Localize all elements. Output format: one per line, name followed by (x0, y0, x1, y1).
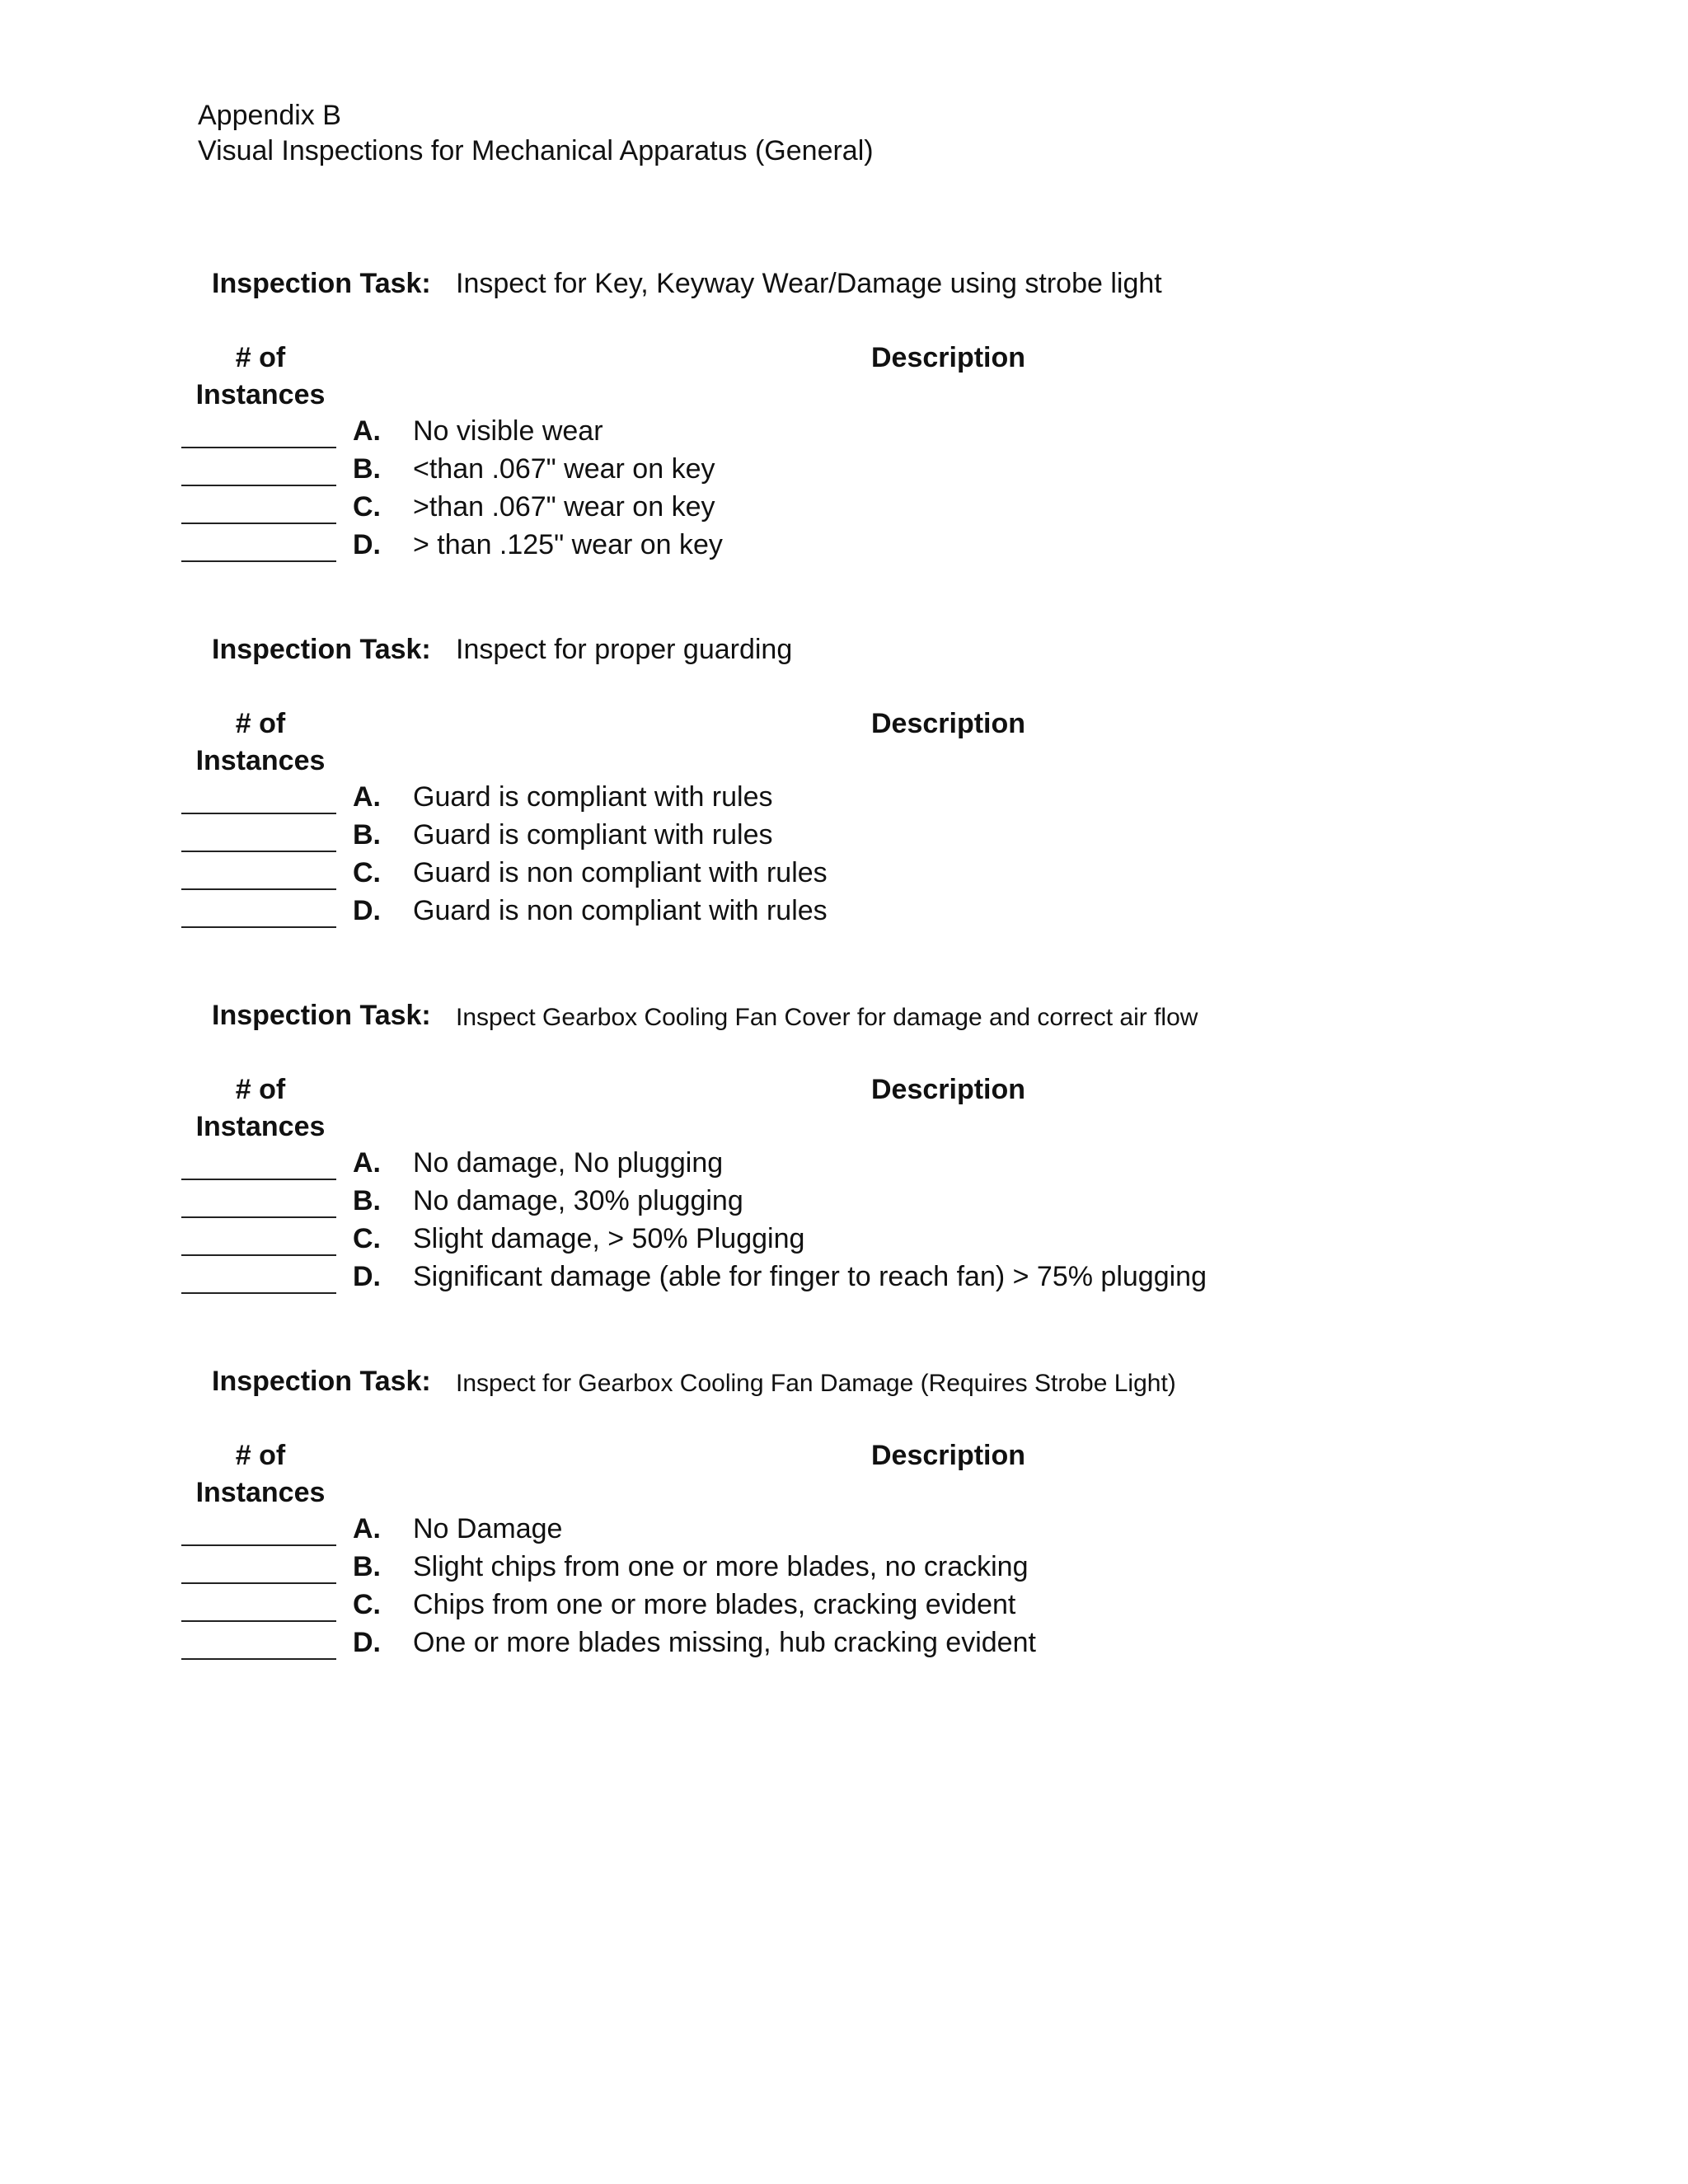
option-row (0, 488, 1688, 526)
option-letter: B. (353, 1185, 381, 1216)
description-column-header: Description (871, 708, 1026, 739)
option-letter: C. (353, 1589, 381, 1620)
option-text: Slight chips from one or more blades, no cracking (413, 1551, 1029, 1582)
option-text: No Damage (413, 1513, 563, 1544)
task-label: Inspection Task: (212, 1000, 431, 1031)
option-letter: A. (353, 1147, 381, 1179)
option-row (0, 816, 1688, 854)
task-label: Inspection Task: (212, 634, 431, 665)
option-text: Slight damage, > 50% Plugging (413, 1223, 805, 1254)
instances-header-line1: # of (235, 342, 286, 373)
option-row (0, 1258, 1688, 1296)
instances-header-line2: Instances (195, 1477, 326, 1508)
instances-header-line1: # of (235, 1074, 286, 1105)
option-row (0, 1144, 1688, 1182)
description-column-header: Description (871, 1440, 1026, 1471)
task-text: Inspect for Key, Keyway Wear/Damage using strobe light (456, 268, 1162, 299)
option-row (0, 1548, 1688, 1586)
task-text: Inspect for proper guarding (456, 634, 793, 665)
task-text: Inspect Gearbox Cooling Fan Cover for damage and correct air flow (456, 1004, 1198, 1031)
option-letter: D. (353, 529, 381, 560)
option-letter: B. (353, 453, 381, 485)
option-letter: D. (353, 1261, 381, 1292)
inspection-section (0, 267, 1688, 621)
instances-column-header (180, 1437, 341, 1511)
inspection-section (0, 999, 1688, 1353)
instances-header-line2: Instances (195, 379, 326, 410)
option-row (0, 450, 1688, 488)
instances-header-line1: # of (235, 708, 286, 739)
instances-blank[interactable] (181, 523, 336, 524)
instances-blank[interactable] (181, 485, 336, 486)
description-column-header: Description (871, 342, 1026, 373)
option-text: <than .067" wear on key (413, 453, 715, 485)
option-row (0, 854, 1688, 892)
option-row (0, 1182, 1688, 1220)
description-column-header: Description (871, 1074, 1026, 1105)
option-row (0, 892, 1688, 930)
option-row (0, 778, 1688, 816)
option-letter: C. (353, 1223, 381, 1254)
instances-blank[interactable] (181, 1292, 336, 1294)
option-letter: A. (353, 1513, 381, 1544)
instances-header-line2: Instances (195, 1111, 326, 1142)
instances-column-header (180, 1071, 341, 1146)
option-text: No visible wear (413, 415, 603, 447)
task-label: Inspection Task: (212, 1366, 431, 1397)
instances-blank[interactable] (181, 1658, 336, 1660)
instances-blank[interactable] (181, 1216, 336, 1218)
instances-blank[interactable] (181, 447, 336, 448)
option-letter: D. (353, 895, 381, 926)
instances-blank[interactable] (181, 1582, 336, 1584)
option-text: Guard is non compliant with rules (413, 895, 828, 926)
option-text: Guard is compliant with rules (413, 781, 773, 813)
instances-blank[interactable] (181, 888, 336, 890)
instances-blank[interactable] (181, 1544, 336, 1546)
instances-column-header (180, 340, 341, 414)
inspection-section (0, 633, 1688, 987)
option-text: > than .125" wear on key (413, 529, 723, 560)
instances-blank[interactable] (181, 560, 336, 562)
option-text: One or more blades missing, hub cracking evident (413, 1627, 1036, 1658)
option-text: No damage, 30% plugging (413, 1185, 743, 1216)
appendix-label: Appendix B (198, 100, 341, 131)
option-row (0, 412, 1688, 450)
instances-header-line2: Instances (195, 745, 326, 776)
instances-header-line1: # of (235, 1440, 286, 1471)
instances-blank[interactable] (181, 926, 336, 928)
inspection-section (0, 1365, 1688, 1719)
option-text: Guard is compliant with rules (413, 819, 773, 851)
option-letter: D. (353, 1627, 381, 1658)
option-letter: C. (353, 857, 381, 888)
option-row (0, 526, 1688, 564)
option-text: >than .067" wear on key (413, 491, 715, 523)
option-letter: B. (353, 1551, 381, 1582)
task-text: Inspect for Gearbox Cooling Fan Damage (Requires Strobe Light) (456, 1370, 1176, 1397)
option-letter: C. (353, 491, 381, 523)
option-row (0, 1510, 1688, 1548)
instances-blank[interactable] (181, 851, 336, 852)
option-letter: B. (353, 819, 381, 851)
option-letter: A. (353, 415, 381, 447)
instances-blank[interactable] (181, 1179, 336, 1180)
option-row (0, 1624, 1688, 1661)
instances-blank[interactable] (181, 813, 336, 814)
instances-blank[interactable] (181, 1620, 336, 1622)
option-text: Significant damage (able for finger to reach fan) > 75% plugging (413, 1261, 1207, 1292)
option-letter: A. (353, 781, 381, 813)
document-title: Visual Inspections for Mechanical Apparatus (General) (198, 135, 874, 166)
option-text: Guard is non compliant with rules (413, 857, 828, 888)
option-text: Chips from one or more blades, cracking evident (413, 1589, 1016, 1620)
instances-column-header (180, 705, 341, 780)
option-row (0, 1220, 1688, 1258)
option-text: No damage, No plugging (413, 1147, 724, 1179)
instances-blank[interactable] (181, 1254, 336, 1256)
option-row (0, 1586, 1688, 1624)
task-label: Inspection Task: (212, 268, 431, 299)
